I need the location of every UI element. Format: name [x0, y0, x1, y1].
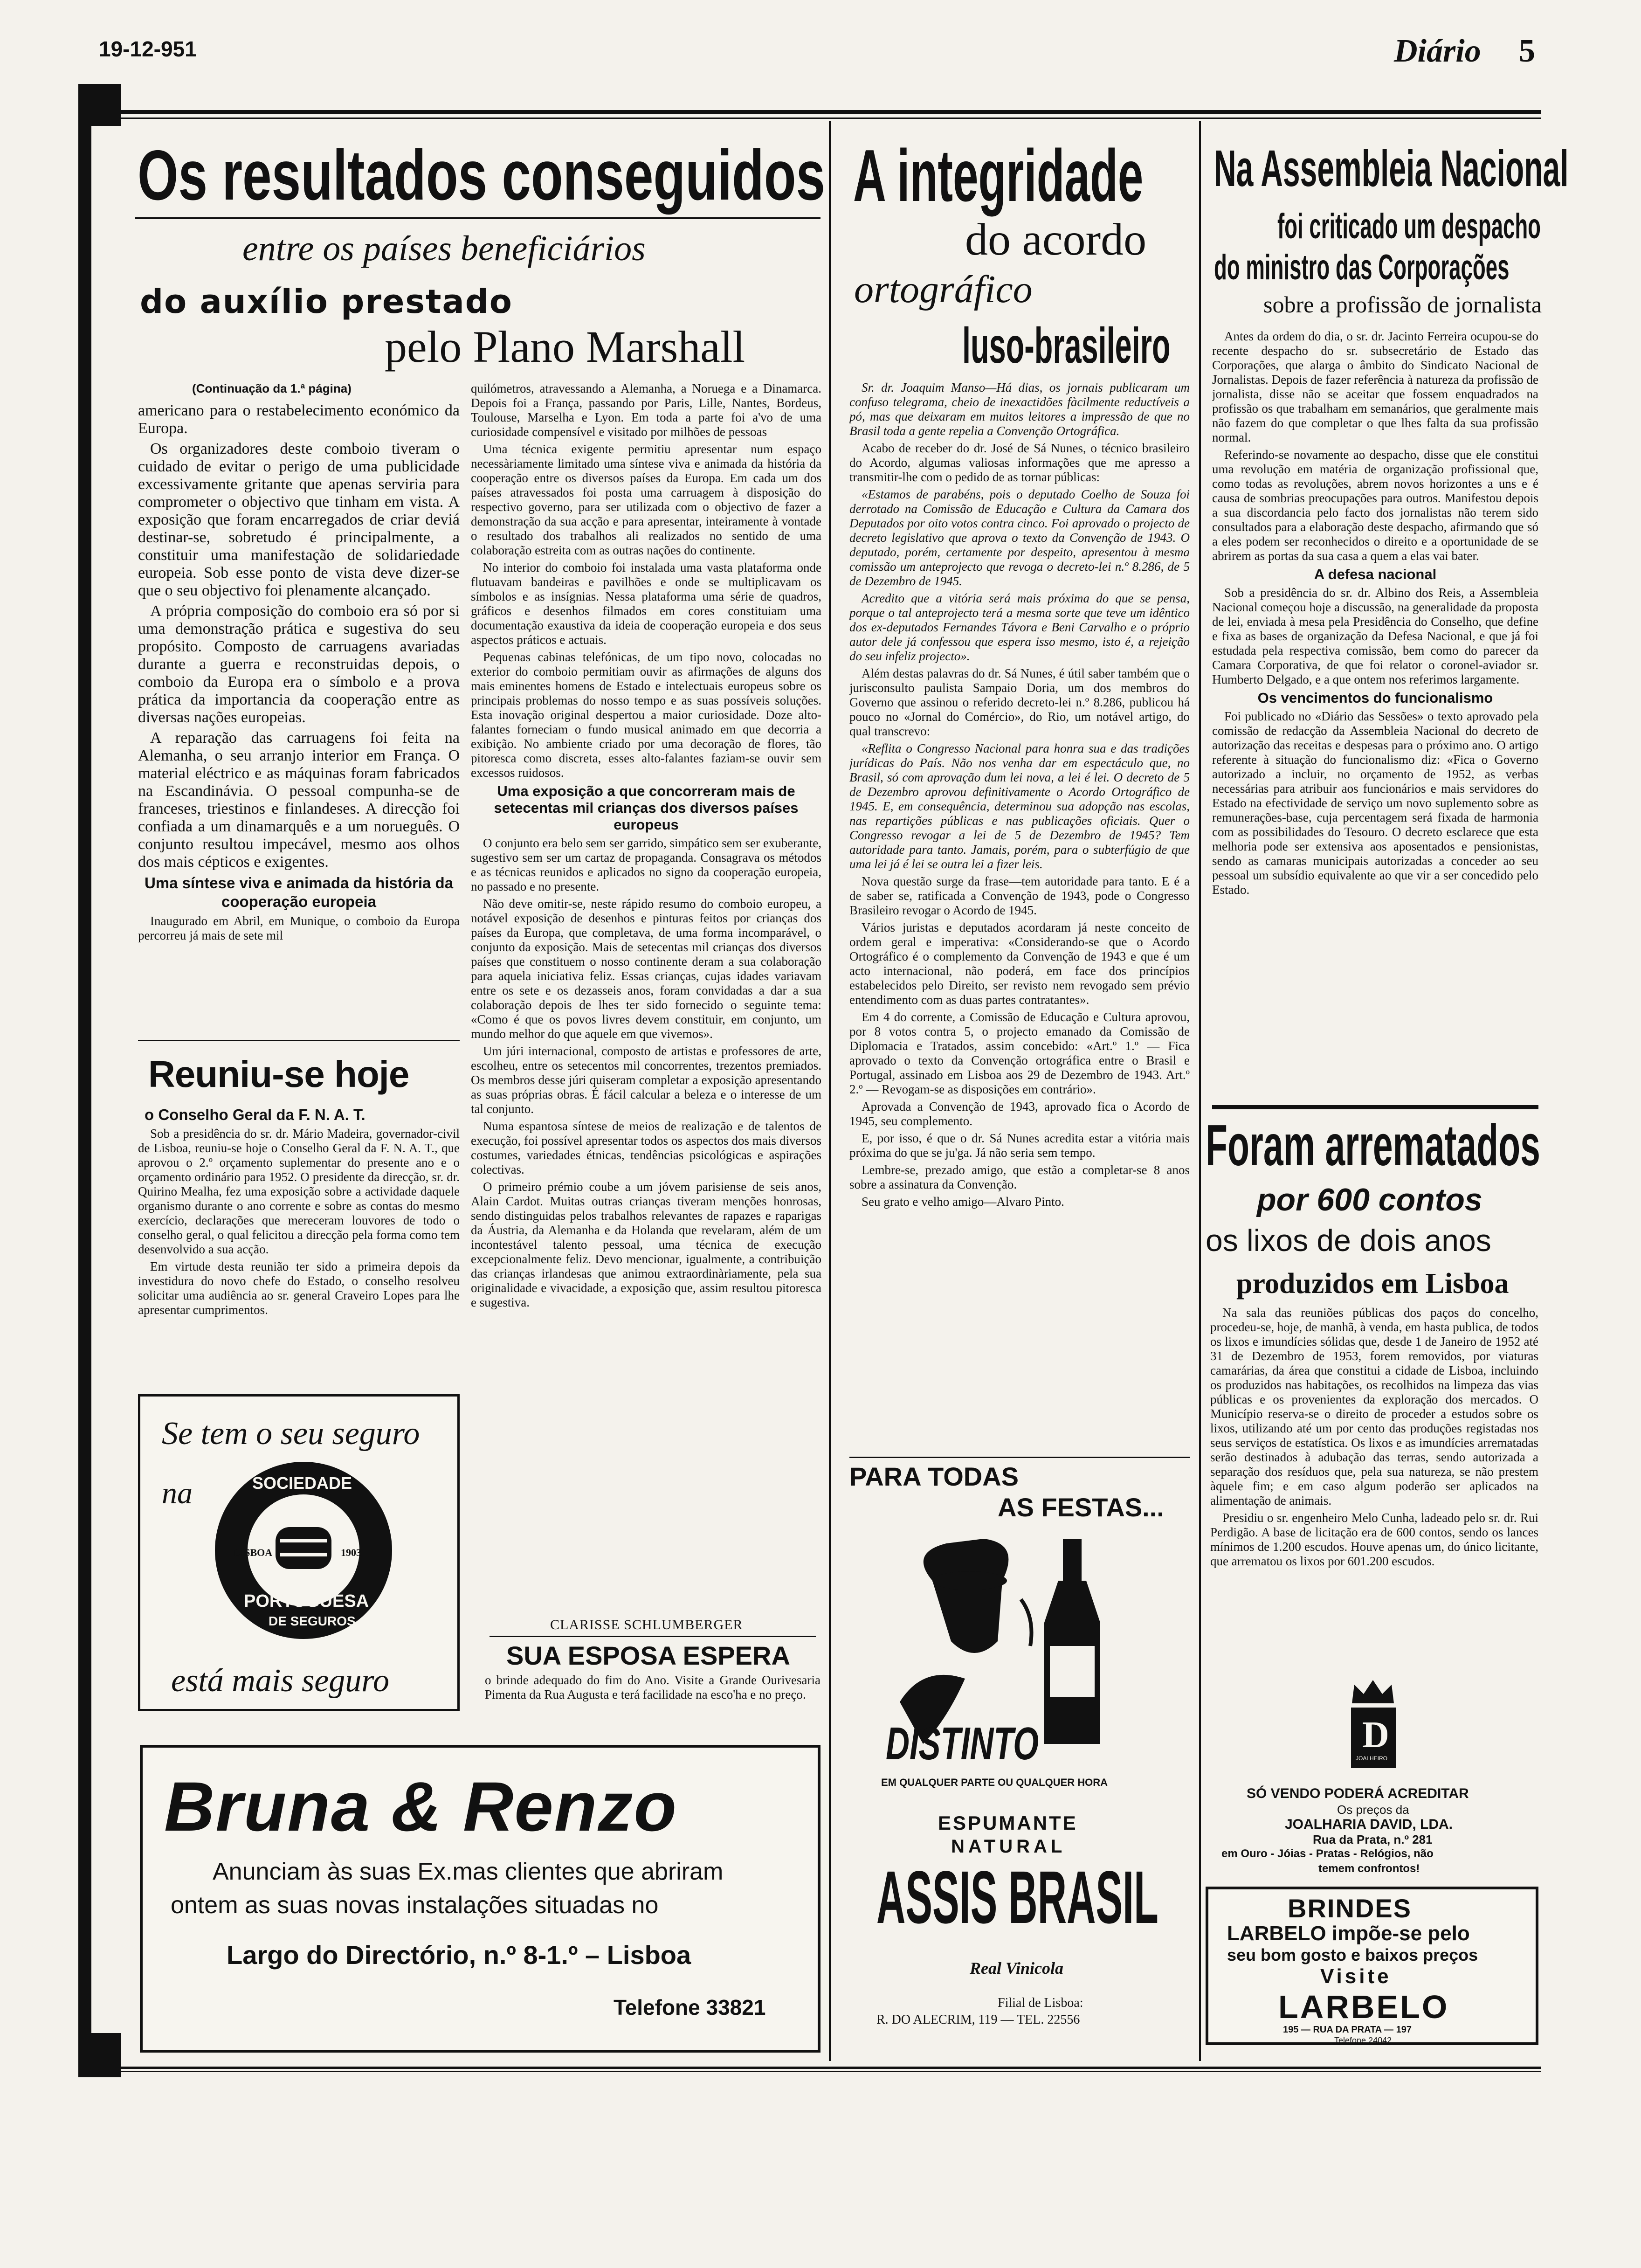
masthead-date: 19-12-951 — [99, 37, 197, 61]
reuniu-subhead: o Conselho Geral da F. N. A. T. — [145, 1106, 365, 1123]
joalharia-line1: SÓ VENDO PODERÁ ACREDITAR — [1247, 1786, 1469, 1801]
paragraph: A própria composição do comboio era só por si uma demonstração prática e sugestiva do seu propósito. Composto de carruagens avariadas durante a guerra e reconstruidas depois, o comboio da Europa era o símbolo e a prova prática da importancia da cooperação entre as diversas nações europeias. — [138, 602, 460, 726]
bruna-renzo-ad — [140, 1745, 820, 2053]
paragraph: Referindo-se novamente ao despacho, disse que ele constitui uma revolução em matéria de organização profissional que, como todas as revoluções, abrem novos horizontes a uns e é causa de sombrias preocupações para outros. Manifestou depois a sua discordancia pelo facto dos jornalistas não terem sido consultados para a elaboração deste despacho, afirmando que só a eles podem ser reconhecidos o direito e a oportunidade de se abrirem as portas da sua casa a quem a elas vai bater. — [1212, 448, 1538, 563]
esposa-headline: SUA ESPOSA ESPERA — [506, 1641, 790, 1670]
lixos-head2: por 600 contos — [1257, 1182, 1482, 1217]
distinto-tagline: EM QUALQUER PARTE OU QUALQUER HORA — [881, 1777, 1108, 1788]
column-rule — [829, 121, 831, 2061]
paragraph: Uma técnica exigente permitiu apresentar num espaço necessàriamente limitado uma síntese viva e animada da história da cooperação entre os diversos países da Europa. Em cada um dos países atravessados foi posta uma carruagem à disposição do respectivo governo, para ser utilizada com o objectivo de fazer a demonstração da sua acção e para apresentar, inteiramente à vontade o resultado dos trabalhos ali realizados no sentido de uma colaboração estreita com as outras nações do continente. — [471, 442, 821, 557]
marshall-deck2: do auxílio prestado — [140, 283, 513, 321]
bottom-rule — [121, 2067, 1541, 2069]
acordo-head3: ortográfico — [854, 268, 1033, 311]
marshall-col2 — [471, 381, 821, 1640]
paragraph: Em 4 do corrente, a Comissão de Educação e Cultura aprovou, por 8 votos contra 5, o projecto emanado da Comissão de Diplomacia e Tratados, assim concebido: «Art.º 1.º — Fica aprovado o texto da Convenção ortográfica entre o Brasil e Portugal, assinado em Lisboa aos 29 de Dezembro de 1943. Art.º 2.º — Revogam-se as disposições em contrário». — [849, 1010, 1190, 1096]
larbelo-ad — [1206, 1887, 1538, 2045]
paragraph: Os organizadores deste comboio tiveram o cuidado de evitar o perigo de uma publicidade excessivamente gritante que apenas serviria para comprometer o objectivo que tinham em vista. A exposição que foram encarregados de criar deviá destinar-se, sobretudo é principalmente, a constituir uma manifestação de solidariedade europeia. Sob esse ponto de vista deve dizer-se que o seu objectivo foi plenamente alcançado. — [138, 440, 460, 599]
paragraph: Numa espantosa síntese de meios de realização e de talentos de execução, foi possível apresentar todos os aspectos dos mais diversos costumes, variedades étnicas, tendências psicológicas e aspirações colectivas. — [471, 1119, 821, 1176]
masthead-page-number: 5 — [1519, 33, 1535, 69]
bruna-address: Largo do Directório, n.º 8-1.º – Lisboa — [227, 1940, 691, 1970]
paragraph: americano para o restabelecimento económico da Europa. — [138, 402, 460, 437]
assembleia-sub1: A defesa nacional — [1314, 566, 1437, 582]
reuniu-body — [138, 1127, 460, 1378]
marshall-headline-rule — [135, 217, 820, 219]
sociedade-line1: Se tem o seu seguro — [162, 1416, 420, 1452]
sociedade-seal-top: SOCIEDADE — [252, 1473, 352, 1493]
marshall-deck3: pelo Plano Marshall — [385, 322, 745, 372]
larbelo-line1: LARBELO impõe-se pelo — [1227, 1922, 1470, 1945]
acordo-head1: A integridade — [853, 135, 1144, 217]
lixos-head3: os lixos de dois anos — [1206, 1223, 1491, 1258]
assembleia-end-rule — [1212, 1105, 1538, 1109]
joalharia-logo-sub: JOALHEIRO — [1356, 1755, 1388, 1762]
marshall-deck1: entre os países beneficiários — [242, 229, 646, 268]
paragraph: O conjunto era belo sem ser garrido, simpático sem ser exuberante, sugestivo sem ser um cartaz de propaganda. Consagrava os métodos e as técnicas reunidos e aplicados no signo da cooperação europeia, no passado e no presente. — [471, 836, 821, 893]
sociedade-seal-bottom1: PORTUGUESA — [244, 1591, 369, 1611]
joalharia-line4: Rua da Prata, n.º 281 — [1313, 1832, 1433, 1846]
column-rule — [1199, 121, 1201, 2061]
joalharia-logo-letter: D — [1362, 1715, 1389, 1756]
distinto-natural: NATURAL — [951, 1836, 1066, 1857]
distinto-top2: AS FESTAS... — [998, 1493, 1164, 1522]
reuniu-headline: Reuniu-se hoje — [148, 1053, 409, 1095]
paragraph: quilómetros, atravessando a Alemanha, a Noruega e a Dinamarca. Depois foi a França, passando por Paris, Lille, Nantes, Bordeus, Toulouse, Marselha e Lyon. Em toda a parte foi a'vo de uma curiosidade compensível e visitado por milhões de pessoas — [471, 381, 821, 439]
left-margin-bar — [78, 84, 91, 2070]
paragraph: Na sala das reuniões públicas dos paços do concelho, procedeu-se, hoje, de manhã, à venda, em hasta publica, de todos os lixos e imundícies sólidas que, desde 1 de Janeiro de 1952 até 31 de Dezembro de 1953, forem removidos, por viaturas camarárias, da área que constitui a cidade de Lisboa, incluindo os produzidos nas habitações, os recolhidos na limpeza das vias públicas e os provenientes da exploração dos mercados. O Município reserva-se o direito de proceder a estudos sobre os lixos, utilizando até um por cento das produções registadas nos seus serviços de estatística. Os lixos e as imundícies arrematadas serão destinados à adubação das terras, sendo autorizada a separação dos resíduos que, pela sua natureza, se não prestem àquele fim; e em caso algum poderão ser aplicados na alimentação de animais. — [1210, 1306, 1538, 1507]
marshall-end-rule — [490, 1636, 816, 1637]
paragraph: o brinde adequado do fim do Ano. Visite a Grande Ourivesaria Pimenta da Rua Augusta e terá facilidade na esco'ha e no preço. — [485, 1673, 820, 1701]
lixos-body — [1210, 1306, 1538, 1679]
marshall-col1 — [138, 402, 460, 1041]
paragraph: Antes da ordem do dia, o sr. dr. Jacinto Ferreira ocupou-se do recente despacho do sr. subsecretário de Estado das Corporações, que alarga o âmbito do Sindicato Nacional de Jornalistas. Depois de fazer referência à natureza da profissão de jornalista, disse não se aceitar que fossem enquadrados na profissão os que trabalham em semanários, que geralmente mais não fazem do que completar o que lhes falta da sua profissão normal. — [1212, 329, 1538, 444]
joalharia-line6: temem confrontos! — [1318, 1862, 1420, 1875]
distinto-address: R. DO ALECRIM, 119 — TEL. 22556 — [876, 2012, 1080, 2027]
paragraph: Acredito que a vitória será mais próxima do que se pensa, porque o tal anteprojecto terá a mesma sorte que teve um idêntico dos ex-deputados Fernandes Távora e Beni Carvalho e o próprio autor dele já confessou que espera isso mesmo, isto é, a rejeição do seu infeliz projecto». — [849, 591, 1190, 663]
marshall-sub1: Uma síntese viva e animada da história da cooperação europeia — [144, 874, 454, 910]
larbelo-address: 195 — RUA DA PRATA — 197 — [1283, 2025, 1412, 2035]
paragraph: Acabo de receber do dr. José de Sá Nunes, o técnico brasileiro do Acordo, algumas valiosas informações que me apresso a transmitir-lhe com o pedido de as tornar públicas: — [849, 441, 1190, 484]
distinto-assis: ASSIS BRASIL — [876, 1855, 1158, 1939]
left-margin-bar-bottom — [78, 2033, 121, 2077]
paragraph: Foi publicado no «Diário das Sessões» o texto aprovado pela comissão de redacção da Assembleia Nacional do decreto de autorização das receitas e despesas para o próximo ano. O artigo referente à situação do funcionalismo diz: «Fica o Governo autorizado a incluir, no orçamento de 1952, as verbas necessárias para atribuir aos funcionários e mais servidores do Estado na efectividade de serviço um novo suplemento sobre as remunerações-base, cuja percentagem será fixada de harmonia com as possibilidades do Tesouro. O decreto esclarece que esta melhoria pode ser extensiva aos aposentados e pensionistas, sendo as camaras municipais autorizadas a conceder ao seu pessoal um subsídio equivalente ao que vir a ser concedido pelo Estado. — [1212, 709, 1538, 897]
sociedade-ad — [138, 1394, 460, 1711]
paragraph: Pequenas cabinas telefónicas, de um tipo novo, colocadas no exterior do comboio permitiam ouvir as afirmações de alguns dos mais eminentes homens de Estado e intelectuais europeus sobre os principais problemas do nosso tempo e as suas possíveis soluções. Esta inovação original despertou a maior curiosidade. Doze alto-falantes forneciam o fundo musical animado em que decorria a exibição. No ambiente criado por uma decoração de flores, tão pitoresca como discreta, esses alto-falantes faziam-se ouvir sem excessos ruidosos. — [471, 650, 821, 780]
paragraph: «Estamos de parabéns, pois o deputado Coelho de Souza foi derrotado na Comissão de Educação e Cultura da Camara dos Deputados por oito votos contra cinco. Foi aprovado o projecto de decreto legislativo que aprova o texto da Convenção de 1943. O deputado, porém, certamente por despeito, apresentou à mesma comissão um anteprojecto que revoga o decreto-lei n.º 8.286, de 5 de Dezembro de 1945. — [849, 487, 1190, 588]
assembleia-head3: do ministro das Corporações — [1214, 248, 1510, 287]
sociedade-line2: na — [162, 1476, 193, 1510]
paragraph: E, por isso, é que o dr. Sá Nunes acredita estar a vitória mais próxima do que se ju'ga. Já não seria sem tempo. — [849, 1131, 1190, 1160]
paragraph: A reparação das carruagens foi feita na Alemanha, o seu arranjo interior em França. O material eléctrico e as máquinas foram fabricados na Escandinávia. O pessoal compunha-se de franceses, triestinos e finlandeses. A direcção foi confiada a um dinamarquês e a um norueguês. O conjunto resultou impecável, mesmo aos olhos dos mais cépticos e exigentes. — [138, 729, 460, 871]
paragraph: Além destas palavras do dr. Sá Nunes, é útil saber também que o jurisconsulto paulista Sampaio Doria, um dos membros do Governo que assinou o referido decreto-lei n.º 8.286, publicou há pouco no «Jornal do Comércio», do Rio, um notável artigo, do qual transcrevo: — [849, 666, 1190, 738]
distinto-filial: Filial de Lisboa: — [998, 1996, 1083, 2010]
acordo-body — [849, 380, 1190, 1453]
left-margin-bar-top — [78, 84, 121, 126]
acordo-end-rule — [849, 1457, 1190, 1458]
paragraph: «Reflita o Congresso Nacional para honra sua e das tradições jurídicas do País. Não nos venha dar em espectáculo que, no Brasil, só com aprovação dum lei nova, a lei é lei. O decreto de 5 de Dezembro aprovou definitivamente o Acordo Ortográfico de 1945. E, em consequência, determinou sua adopção nas escolas, nas repartições públicas e nas publicações oficiais. Quer o Congresso revogar a lei de 5 de Dezembro de 1945? Tem autoridade para tanto. Jamais, porém, para o subterfúgio de que uma lei já é lei se outra lei a fizer leis. — [849, 741, 1190, 871]
paragraph: Sr. dr. Joaquim Manso—Há dias, os jornais publicaram um confuso telegrama, cheio de inexactidões fàcilmente reductíveis a pó, mas que deixaram em muitos leitores a impressão de que no Brasil toda a gente repelia a Convenção Ortográfica. — [849, 380, 1190, 438]
larbelo-line3: Visite — [1320, 1965, 1392, 1988]
acordo-head2: do acordo — [965, 214, 1147, 265]
paragraph: No interior do comboio foi instalada uma vasta plataforma onde flutuavam bandeiras e pavilhões e onde se multiplicavam os símbolos e as insígnias. Nessa plataforma uma série de quadros, gráficos e desenhos filmados em cores constituiam uma documentação exaustiva da ideia de cooperação europeia e dos seus aspectos práticos e actuais. — [471, 560, 821, 647]
assembleia-body — [1212, 329, 1538, 1122]
larbelo-line2: seu bom gosto e baixos preços — [1227, 1945, 1478, 1964]
top-rule — [121, 110, 1541, 114]
assembleia-head1: Na Assembleia Nacional — [1214, 140, 1569, 197]
bruna-phone: Telefone 33821 — [614, 1995, 766, 2019]
larbelo-title: BRINDES — [1288, 1894, 1412, 1923]
bruna-title: Bruna & Renzo — [164, 1767, 678, 1846]
paragraph: Presidiu o sr. engenheiro Melo Cunha, ladeado pelo sr. dr. Rui Perdigão. A base de licitação era de 600 contos, sendo os lances mínimos de 1.200 escudos. Houve apenas um, do único licitante, que arrematou os lixos por 601.200 escudos. — [1210, 1511, 1538, 1568]
paragraph: O primeiro prémio coube a um jóvem parisiense de seis anos, Alain Cardot. Muitas outras crianças tiveram menções honrosas, sendo distinguidas pelos trabalhos relevantes de rapazes e raparigas da Áustria, da Alemanha e da Holanda que revelaram, além de um incontestável talento pessoal, uma técnica de execução excepcionalmente feliz. Devo mencionar, igualmente, a contribuição das crianças irlandesas que animou extraordinàriamente, pela sua originalidade e vivacidade, a exposição que, assim resultou pitoresca e sugestiva. — [471, 1180, 821, 1309]
paragraph: Sob a presidência do sr. dr. Albino dos Reis, a Assembleia Nacional começou hoje a discussão, na generalidade da proposta de lei, enviada à mesa pela Presidência do Conselho, que define e fixa as bases de organização da Defesa Nacional, e que já foi estudada pela respectiva comissão, bem como do parecer da Camara Corporativa, de que foi relator o coronel-aviador sr. Humberto Delgado, e a que ontem nos referimos largamente. — [1212, 586, 1538, 686]
distinto-brand: DISTINTO — [886, 1718, 1039, 1769]
paragraph: Nova questão surge da frase—tem autoridade para tanto. E é a de saber se, ratificada a Convenção de 1943, pode o Congresso Brasileiro revogar o Acordo de 1945. — [849, 874, 1190, 917]
joalharia-line3: JOALHARIA DAVID, LDA. — [1285, 1817, 1453, 1832]
marshall-col1-end-rule — [138, 1040, 460, 1041]
paragraph: Aprovada a Convenção de 1943, aprovado fica o Acordo de 1945, seu complemento. — [849, 1099, 1190, 1128]
lixos-head1: Foram arrematados — [1206, 1113, 1540, 1178]
joalharia-line2: Os preços da — [1337, 1803, 1409, 1817]
sociedade-line3: está mais seguro — [171, 1663, 389, 1699]
esposa-body — [485, 1673, 820, 1724]
paragraph: Sob a presidência do sr. dr. Mário Madeira, governador-civil de Lisboa, reuniu-se hoje o Conselho Geral da F. N. A. T., que aprovou o 2.º orçamento suplementar do presente ano e o orçamento ordinário para 1952. O presidente da direcção, sr. dr. Quirino Mealha, fez uma exposição sobre a actividade daquele organismo durante o ano corrente e sobre as contas do mesmo exercício, declarações que mereceram louvores de todo o conselho geral, o qual felicitou a direcção pela forma como tem desenvolvido a sua acção. — [138, 1127, 460, 1256]
acordo-head4: luso-brasileiro — [962, 317, 1171, 373]
bottom-rule-thin — [121, 2071, 1541, 2072]
paragraph: Um júri internacional, composto de artistas e professores de arte, escolheu, entre os setecentos mil concorrentes, trezentos premiados. Os membros desse júri quiseram completar a exposição apresentando as suas próprias obras. É fácil calcular a beleza e o interesse de um tal conjunto. — [471, 1044, 821, 1116]
crown-icon — [1350, 1678, 1396, 1706]
distinto-real: Real Vinicola — [970, 1959, 1064, 1978]
marshall-headline: Os resultados conseguidos — [138, 136, 826, 215]
marshall-continuation: (Continuação da 1.ª página) — [192, 381, 352, 395]
larbelo-phone: Telefone 24042 — [1334, 2036, 1392, 2045]
sociedade-seal-city: LISBOA — [234, 1547, 273, 1558]
champagne-bottle-icon — [881, 1525, 1175, 1749]
top-rule-thin — [121, 118, 1541, 119]
bruna-line1: Anunciam às suas Ex.mas clientes que abriram — [213, 1858, 724, 1885]
assembleia-head4: sobre a profissão de jornalista — [1263, 291, 1542, 318]
lixos-head4: produzidos em Lisboa — [1236, 1268, 1509, 1300]
assembleia-sub2: Os vencimentos do funcionalismo — [1257, 690, 1493, 706]
bruna-line2: ontem as suas novas instalações situadas no — [171, 1892, 659, 1919]
sociedade-seal-bottom2: DE SEGUROS — [269, 1614, 356, 1628]
assembleia-head2: foi criticado um despacho — [1277, 207, 1541, 246]
paragraph: Não deve omitir-se, neste rápido resumo do comboio europeu, a notável exposição de desenhos e pinturas feitos por crianças dos países da Europa, que completava, de uma forma incomparável, o conjunto da exposição. Mais de setecentas mil crianças dos diversos países que constituem o nosso continente deram a sua colaboração para aquela iniciativa feliz. Essas crianças, cujas idades variavam entre os sete e os dezasseis anos, foram convidadas a dar a sua colaboração depois de lhes ter sido fornecido o seguinte tema: «Como é que os povos livres devem constituir, em conjunto, um mundo melhor do que aquele em que vivemos». — [471, 897, 821, 1041]
masthead-paper-name: Diário — [1394, 33, 1481, 69]
paragraph: Em virtude desta reunião ter sido a primeira depois da investidura do novo chefe do Estado, o conselho resolveu solicitar uma audiência ao sr. general Craveiro Lopes para lhe apresentar cumprimentos. — [138, 1259, 460, 1317]
paragraph: Inaugurado em Abril, em Munique, o comboio da Europa percorreu já mais de sete mil — [138, 914, 460, 942]
marshall-signature: CLARISSE SCHLUMBERGER — [550, 1617, 743, 1632]
marshall-sub2: Uma exposição a que concorreram mais de setecentas mil crianças dos diversos países europeus — [494, 783, 799, 833]
joalharia-logo — [1351, 1708, 1396, 1768]
paragraph: Lembre-se, prezado amigo, que estão a completar-se 8 anos sobre a assinatura da Convenção. — [849, 1163, 1190, 1191]
distinto-espumante: ESPUMANTE — [938, 1812, 1078, 1834]
paragraph: Seu grato e velho amigo—Alvaro Pinto. — [862, 1195, 1064, 1209]
paragraph: Vários juristas e deputados acordaram já neste conceito de ordem geral e imperativa: «Considerando-se que o Acordo Ortográfico é o complemento da Convenção de 1943 e que é um acto internacional, não poderá, em face dos princípios estabelecidos pelo Direito, ser revisto nem revogado sem prévio entendimento com as duas partes contratantes». — [849, 920, 1190, 1007]
larbelo-brand: LARBELO — [1278, 1989, 1449, 2025]
sociedade-seal-year: 1903 — [341, 1547, 361, 1558]
distinto-top1: PARA TODAS — [849, 1462, 1019, 1491]
joalharia-line5: em Ouro - Jóias - Pratas - Relógios, não — [1221, 1847, 1434, 1860]
